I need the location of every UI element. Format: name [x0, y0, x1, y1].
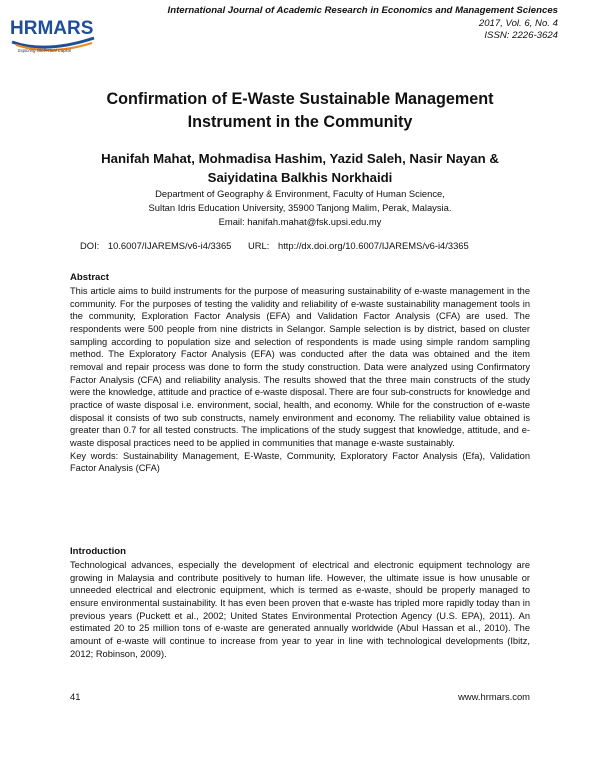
affiliation [40, 187, 560, 229]
journal-name: International Journal of Academic Research in Economics and Management Sciences [167, 5, 558, 16]
author-list-line-1: Hanifah Mahat, Mohmadisa Hashim, Yazid Saleh, Nasir Nayan & [101, 151, 499, 166]
abstract-heading: Abstract [70, 272, 109, 283]
journal-volume: 2017, Vol. 6, No. 4 [478, 17, 558, 29]
hrmars-logo [6, 12, 102, 56]
page-number: 41 [70, 691, 81, 702]
abstract-keywords: Key words: Sustainability Management, E-Waste, Community, Exploratory Factor Analysis (Efa), Validation Factor Analysis (CFA) [70, 450, 530, 474]
paper-title-line-2: Instrument in the Community [187, 113, 413, 131]
affiliation-line-2: Sultan Idris Education University, 35900 Tanjong Malim, Perak, Malaysia. [148, 202, 452, 213]
footer-website[interactable]: www.hrmars.com [458, 691, 530, 702]
affiliation-line-1: Department of Geography & Environment, Faculty of Human Science, [155, 188, 445, 199]
abstract-text: This article aims to build instruments for the purpose of measuring sustainability of e-waste management in the community. For the purposes of testing the validity and reliability of e-waste sustainability management tools in the community, Exploration Factor Analysis (EFA) and Validation Factor Analysis (CFA) are used. The respondents were 500 people from nine districts in Selangor. Sample selection is by district, based on cluster sampling according to population size and selection of respondents is made using simple random sampling method. The Exploratory Factor Analysis (EFA) was conducted after the data was obtained and the item removal and repair process was done to form the study construction. Data were analyzed using Confirmatory Factor Analysis (CFA) and reliability analysis. The results showed that the three main constructs of the study were the knowledge, attitude and practice of e-waste disposal. There are four sub-constructs for knowledge and practice of waste disposal i.e. environment, social, health, and economy. While for the construction of e-waste disposal it consists of two sub constructs, namely environment and economy. The reliability value obtained is greater than 0.7 for all tested constructs. The implications of the study suggest that knowledge, attitude, and e-waste disposal practices need to be applied in communities that manage e-waste sustainably. [70, 286, 530, 448]
hrmars-logo-graphic [6, 12, 102, 56]
logo-text: HRMARS [10, 18, 94, 39]
paper-title [40, 88, 560, 134]
journal-issn: ISSN: 2226-3624 [484, 30, 558, 41]
logo-tagline: Exploring Intellectual Capital [18, 48, 71, 53]
doi-label: DOI: [80, 240, 100, 251]
journal-header [168, 5, 558, 43]
doi-value[interactable]: 10.6007/IJAREMS/v6-i4/3365 [107, 240, 232, 251]
introduction-heading: Introduction [70, 546, 126, 557]
abstract-body [70, 285, 530, 475]
doi-line [80, 240, 475, 251]
url-value[interactable]: http://dx.doi.org/10.6007/IJAREMS/v6-i4/3365 [277, 240, 469, 251]
url-label: URL: [248, 240, 270, 251]
paper-title-line-1: Confirmation of E-Waste Sustainable Management [106, 90, 494, 108]
author-list [40, 149, 560, 187]
author-email: Email: hanifah.mahat@fsk.upsi.edu.my [218, 216, 382, 227]
author-list-line-2: Saiyidatina Balkhis Norkhaidi [207, 170, 393, 185]
introduction-text: Technological advances, especially the development of electrical and electronic equipment technology are growing in Malaysia and contribute positively to human life. However, the ultimate issue is how unusable or unneeded electrical and electronic equipment, which is termed as e-waste, should be properly managed to ensure environmental sustainability. It has even been proven that e-waste has tripled more rapidly today than in previous years (Puckett et al., 2002; United States Environmental Protection Agency (U.S. EPA), 2011). An estimated 20 to 25 million tons of e-waste are generated annually worldwide (Abul Hassan et al., 2010). The amount of e-waste will continue to increase from year to year in line with technological developments (Ibitz, 2012; Robinson, 2009). [70, 560, 530, 659]
